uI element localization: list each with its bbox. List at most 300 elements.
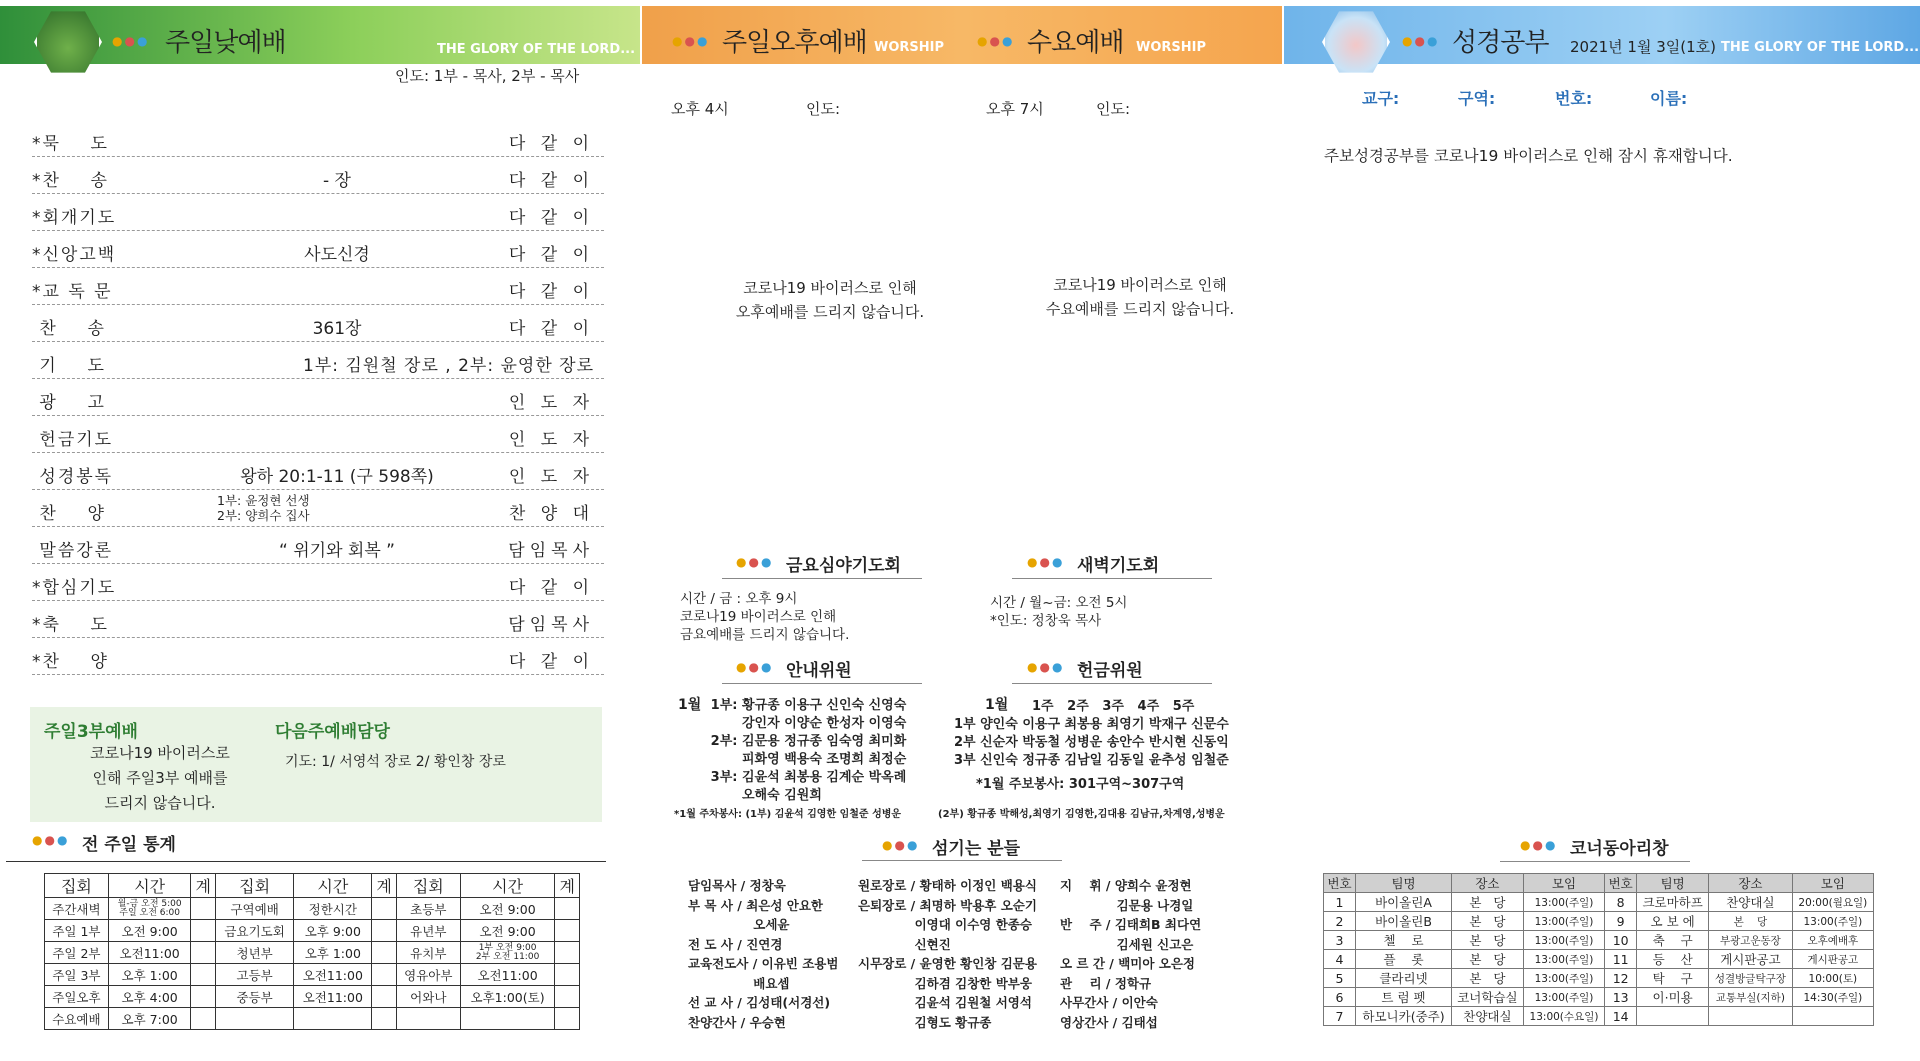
stats-cell: 중등부 (215, 986, 293, 1008)
clubs-header-cell: 장소 (1709, 874, 1793, 893)
servant-line: 오 르 간 / 백미아 오은정 (1060, 956, 1195, 971)
clubs-cell: 탁 구 (1637, 969, 1709, 988)
stats-cell: 오전11:00 (294, 964, 372, 986)
stats-cell: 고등부 (215, 964, 293, 986)
servant-line: 신현진 (858, 936, 951, 952)
stats-cell: 오후 1:00 (108, 964, 191, 986)
bible-field-name: 이름: (1650, 89, 1688, 108)
clubs-cell: 본 당 (1451, 931, 1523, 950)
divider (6, 861, 606, 862)
clubs-cell: 찬양대실 (1451, 1007, 1523, 1026)
stats-cell (460, 1008, 555, 1030)
dots-icon: ●●● (672, 34, 710, 48)
clubs-cell: 5 (1324, 969, 1356, 988)
dots-icon: ●●● (1027, 660, 1065, 674)
stats-cell (294, 1008, 372, 1030)
clubs-table (1323, 873, 1874, 1026)
stats-cell: 오후 1:00 (294, 942, 372, 964)
worship-order-row (32, 601, 604, 638)
servant-line: 교육전도사 / 이유빈 조용범 (688, 956, 839, 971)
dots-icon: ●●● (32, 833, 70, 847)
stats-cell: 유치부 (396, 942, 460, 964)
worship-item-label: 말씀강론 (32, 541, 114, 561)
servant-line: 선 교 사 / 김성태(서경선) (688, 995, 831, 1010)
clubs-cell: 성결방글탁구장 (1709, 969, 1793, 988)
ushers-line: 1부: 황규종 이용구 신인숙 신영숙 (710, 698, 907, 713)
clubs-cell: 교통부실(지하) (1709, 988, 1793, 1007)
servants-title: 섬기는 분들 (932, 839, 1021, 859)
clubs-cell: 크로마하프 (1637, 893, 1709, 912)
stats-cell (555, 1008, 580, 1030)
notice-line: 수요예배를 드리지 않습니다. (1045, 300, 1235, 318)
clubs-cell: 등 산 (1637, 950, 1709, 969)
stats-header-cell: 집회 (396, 874, 460, 898)
sunday-title: 주일낮예배 (165, 28, 286, 58)
dots-icon: ●●● (736, 555, 774, 569)
third-service-line: 드리지 않습니다. (104, 794, 216, 812)
clubs-cell: 본 당 (1451, 969, 1523, 988)
worship-item-label: 광 고 (32, 393, 106, 413)
bible-field-number: 번호: (1555, 89, 1593, 108)
afternoon-time: 오후 4시 (671, 100, 729, 118)
clubs-header-cell: 모임 (1792, 874, 1873, 893)
third-service-line: 인해 주일3부 예배를 (92, 769, 228, 787)
servant-line: 부 목 사 / 최은성 안요한 (688, 897, 823, 913)
afternoon-subtitle: WORSHIP (874, 40, 945, 55)
stats-row (45, 1008, 580, 1030)
bible-field-area: 구역: (1458, 89, 1496, 108)
dawn-text (990, 594, 1127, 630)
servant-line: 원로장로 / 황태하 이정인 백용식 (858, 878, 1037, 893)
servant-line: 배요셉 (688, 975, 790, 991)
clubs-cell: 오 보 에 (1637, 912, 1709, 931)
clubs-cell: 첼 로 (1356, 931, 1452, 950)
ushers-title: 안내위원 (786, 661, 852, 681)
stats-cell (555, 964, 580, 986)
dots-icon: ●●● (736, 660, 774, 674)
clubs-row (1324, 931, 1874, 950)
worship-item-label: 기 도 (32, 356, 106, 376)
stats-cell (555, 942, 580, 964)
worship-item-detail: “ 위기와 회복 ” (279, 541, 395, 561)
servant-line: 김윤석 김원철 서영석 (858, 995, 1032, 1010)
stats-cell: 오전 9:00 (108, 920, 191, 942)
clubs-cell: 9 (1605, 912, 1637, 931)
clubs-cell: 13:00(주일) (1523, 912, 1604, 931)
stats-cell (372, 964, 397, 986)
worship-item-leader: 담임목사 (508, 541, 594, 561)
parking-note: *1월 주차봉사: (1부) 김윤석 김영한 임철준 성병운 (674, 809, 902, 820)
third-service-title: 주일3부예배 (44, 722, 138, 742)
offering-line: 2부 신순자 박동철 성병운 송안수 반시현 신동익 (954, 735, 1229, 750)
notice-line: 오후예배를 드리지 않습니다. (735, 303, 925, 321)
servant-line: 김세원 신고은 (1060, 936, 1194, 952)
worship-item-label: *신앙고백 (32, 245, 117, 265)
clubs-row (1324, 893, 1874, 912)
worship-order-row (32, 490, 604, 527)
clubs-cell: 14 (1605, 1007, 1637, 1026)
worship-item-label: *회개기도 (32, 208, 117, 228)
stats-cell: 영유아부 (396, 964, 460, 986)
worship-item-detail (217, 493, 310, 523)
stats-cell-line: 1부 오전 9:00 (478, 942, 537, 953)
clubs-cell: 찬양대실 (1709, 893, 1793, 912)
afternoon-title: 주일오후예배 (722, 28, 867, 58)
clubs-cell: 축 구 (1637, 931, 1709, 950)
stats-row (45, 920, 580, 942)
worship-item-leader: 담임목사 (508, 615, 594, 635)
stats-cell: 오후 7:00 (108, 1008, 191, 1030)
worship-item-detail: - 장 (323, 171, 351, 191)
worship-order-row (32, 120, 604, 157)
next-week-title: 다음주예배담당 (275, 722, 390, 742)
worship-item-label: *축 도 (32, 615, 109, 635)
worship-item-leader: 다 같 이 (508, 245, 594, 265)
stats-cell (372, 1008, 397, 1030)
clubs-cell: 3 (1324, 931, 1356, 950)
worship-order-row (32, 305, 604, 342)
wednesday-subtitle: WORSHIP (1136, 40, 1207, 55)
clubs-cell: 4 (1324, 950, 1356, 969)
afternoon-notice (700, 276, 960, 324)
stats-cell (396, 1008, 460, 1030)
bible-field-district: 교구: (1362, 89, 1400, 108)
friday-line: 코로나19 바이러스로 인해 (680, 609, 837, 625)
clubs-cell: 플 롯 (1356, 950, 1452, 969)
worship-item-leader: 다 같 이 (508, 319, 594, 339)
clubs-cell: 13:00(주일) (1523, 988, 1604, 1007)
worship-item-leader: 인 도 자 (508, 393, 594, 413)
wednesday-notice (1000, 273, 1280, 321)
dots-icon: ●●● (1027, 555, 1065, 569)
stats-row (45, 986, 580, 1008)
divider (862, 860, 1062, 861)
clubs-cell: 트 럼 펫 (1356, 988, 1452, 1007)
stats-cell (191, 1008, 216, 1030)
worship-item-detail: 사도신경 (304, 245, 370, 265)
worship-item-leader: 다 같 이 (508, 652, 594, 672)
clubs-cell: 2 (1324, 912, 1356, 931)
dots-icon: ●●● (112, 34, 150, 48)
clubs-cell: 오후예배후 (1792, 931, 1873, 950)
clubs-header-cell: 모임 (1523, 874, 1604, 893)
clubs-cell: 게시판공고 (1792, 950, 1873, 969)
stats-cell: 오전11:00 (294, 986, 372, 1008)
stats-cell-line: 2부 오전 11:00 (475, 951, 540, 962)
friday-line: 금요예배를 드리지 않습니다. (680, 627, 850, 643)
stats-cell: 오전 9:00 (460, 898, 555, 920)
clubs-cell: 부광고운동장 (1709, 931, 1793, 950)
stats-cell: 오후1:00(토) (460, 986, 555, 1008)
clubs-cell: 클라리넷 (1356, 969, 1452, 988)
stats-cell: 주간새벽 (45, 898, 109, 920)
divider (722, 578, 922, 579)
worship-item-leader: 1부: 김원철 장로 , 2부: 윤영한 장로 (303, 356, 594, 376)
stats-header-cell: 집회 (215, 874, 293, 898)
clubs-cell: 12 (1605, 969, 1637, 988)
clubs-row (1324, 969, 1874, 988)
servants-col-2 (858, 876, 1037, 1032)
servant-line: 찬양간사 / 우승현 (688, 1014, 786, 1030)
clubs-cell: 13:00(주일) (1792, 912, 1873, 931)
stats-cell (215, 1008, 293, 1030)
friday-line: 시간 / 금 : 오후 9시 (680, 591, 798, 607)
stats-cell: 오전 9:00 (460, 920, 555, 942)
clubs-row (1324, 988, 1874, 1007)
stats-cell: 주일오후 (45, 986, 109, 1008)
worship-item-leader: 찬 양 대 (508, 504, 594, 524)
clubs-cell: 14:30(주일) (1792, 988, 1873, 1007)
stats-cell: 오전11:00 (108, 942, 191, 964)
clubs-cell: 바이올린A (1356, 893, 1452, 912)
clubs-title: 코너동아리창 (1570, 839, 1669, 859)
stats-header-cell: 시간 (108, 874, 191, 898)
friday-title: 금요심야기도회 (786, 556, 901, 576)
bible-date: 2021년 1월 3일(1호) (1570, 38, 1717, 56)
stats-cell (191, 964, 216, 986)
third-service-line: 코로나19 바이러스로 (90, 744, 230, 762)
servants-col-1 (688, 876, 838, 1032)
worship-order-row (32, 638, 604, 675)
stats-header-cell: 계 (555, 874, 580, 898)
offering-line: 1부 양인숙 이용구 최봉용 최영기 박재구 신문수 (954, 717, 1229, 732)
servant-line: 반 주 / 김태희B 최다연 (1060, 917, 1202, 932)
afternoon-leader: 인도: (806, 100, 841, 118)
bible-subtitle: THE GLORY OF THE LORD... (1721, 40, 1920, 55)
ushers-line: 강인자 이양순 한성자 이영숙 (742, 716, 907, 731)
stats-cell (108, 898, 191, 920)
dawn-line: *인도: 정창욱 목사 (990, 613, 1102, 629)
divider (1012, 683, 1212, 684)
worship-item-leader: 다 같 이 (508, 578, 594, 598)
worship-item-leader: 다 같 이 (508, 134, 594, 154)
dots-icon: ●●● (1520, 838, 1558, 852)
stats-header-cell: 시간 (460, 874, 555, 898)
stats-cell (191, 920, 216, 942)
stats-header-cell: 계 (372, 874, 397, 898)
worship-item-label: 성경봉독 (32, 467, 114, 487)
worship-order-row (32, 231, 604, 268)
ushers-list (708, 697, 906, 805)
ushers-line: 3부: 김윤석 최봉용 김계순 박옥례 (710, 770, 907, 785)
clubs-row (1324, 912, 1874, 931)
worship-item-detail: 361장 (312, 319, 362, 339)
clubs-cell: 13:00(주일) (1523, 893, 1604, 912)
stats-cell: 어와나 (396, 986, 460, 1008)
worship-order-row (32, 342, 604, 379)
worship-item-label: *묵 도 (32, 134, 109, 154)
clubs-cell: 8 (1605, 893, 1637, 912)
worship-item-label: *합심기도 (32, 578, 117, 598)
divider (1500, 861, 1690, 862)
stats-cell (372, 942, 397, 964)
stats-cell (191, 986, 216, 1008)
detail-line: 2부: 양희수 집사 (217, 508, 310, 523)
offering-line: *1월 주보봉사: 301구역~307구역 (976, 777, 1185, 792)
stats-cell: 초등부 (396, 898, 460, 920)
clubs-cell (1637, 1007, 1709, 1026)
divider (1012, 578, 1212, 579)
clubs-cell: 코너학습실 (1451, 988, 1523, 1007)
worship-item-leader: 다 같 이 (508, 208, 594, 228)
servant-line: 사무간사 / 이안숙 (1060, 995, 1158, 1010)
worship-order-row (32, 527, 604, 564)
offering-weeks: 1주 2주 3주 4주 5주 (1032, 699, 1195, 714)
stats-cell: 주일 2부 (45, 942, 109, 964)
worship-order-row (32, 268, 604, 305)
clubs-cell: 본 당 (1451, 950, 1523, 969)
clubs-header-cell: 번호 (1605, 874, 1637, 893)
stats-row (45, 942, 580, 964)
clubs-cell: 10:00(토) (1792, 969, 1873, 988)
stats-header-cell: 계 (191, 874, 216, 898)
stats-header-cell: 시간 (294, 874, 372, 898)
clubs-cell: 바이올린B (1356, 912, 1452, 931)
servant-line: 김문용 나경일 (1060, 897, 1194, 913)
worship-order-row (32, 157, 604, 194)
ushers-line: 피화영 백용숙 조명희 최정순 (742, 752, 907, 767)
servant-line: 전 도 사 / 진연경 (688, 936, 783, 952)
clubs-cell: 13:00(주일) (1523, 931, 1604, 950)
clubs-row (1324, 950, 1874, 969)
servant-line: 담임목사 / 정창욱 (688, 878, 786, 893)
friday-text (680, 590, 849, 644)
stats-cell: 오전11:00 (460, 964, 555, 986)
sunday-leader: 인도: 1부 - 목사, 2부 - 목사 (395, 67, 580, 85)
bulletin-note: (2부) 황규종 박해성,최영기 김영한,김대용 김남규,차계영,성병운 (938, 809, 1225, 820)
stats-title: 전 주일 통계 (82, 835, 176, 855)
worship-item-label: *찬 송 (32, 171, 109, 191)
stats-cell: 오후 4:00 (108, 986, 191, 1008)
ushers-month: 1월 (678, 697, 702, 713)
worship-item-leader: 인 도 자 (508, 467, 594, 487)
clubs-header-cell: 팀명 (1637, 874, 1709, 893)
clubs-row (1324, 1007, 1874, 1026)
stats-cell (372, 898, 397, 920)
dawn-title: 새벽기도회 (1077, 556, 1160, 576)
dots-icon: ●●● (882, 838, 920, 852)
clubs-cell: 하모니카(중주) (1356, 1007, 1452, 1026)
worship-order-row (32, 194, 604, 231)
clubs-cell: 게시판공고 (1709, 950, 1793, 969)
stats-cell (555, 920, 580, 942)
clubs-header-cell: 번호 (1324, 874, 1356, 893)
stats-table (44, 873, 580, 1030)
stats-row (45, 898, 580, 920)
offering-line: 3부 신인숙 정규종 김남일 김동일 윤추성 임철준 (954, 753, 1229, 768)
stats-cell (460, 942, 555, 964)
clubs-cell: 13:00(주일) (1523, 950, 1604, 969)
clubs-cell: 본 당 (1451, 893, 1523, 912)
stats-cell: 유년부 (396, 920, 460, 942)
sunday-subtitle: THE GLORY OF THE LORD... (437, 42, 636, 57)
stats-cell: 수요예배 (45, 1008, 109, 1030)
clubs-cell: 1 (1324, 893, 1356, 912)
worship-item-detail: 왕하 20:1-11 (구 598쪽) (240, 467, 434, 487)
servant-line: 김형도 황규종 (858, 1014, 992, 1030)
worship-item-label: 찬 양 (32, 504, 106, 524)
wednesday-leader: 인도: (1096, 100, 1131, 118)
clubs-cell: 11 (1605, 950, 1637, 969)
bible-notice: 주보성경공부를 코로나19 바이러스로 인해 잠시 휴재합니다. (1324, 147, 1733, 165)
bible-title: 성경공부 (1452, 28, 1549, 58)
clubs-header-cell: 팀명 (1356, 874, 1452, 893)
wednesday-time: 오후 7시 (986, 100, 1044, 118)
dots-icon: ●●● (1402, 34, 1440, 48)
ushers-line: 오해숙 김원희 (742, 788, 822, 803)
offering-month: 1월 (985, 697, 1009, 713)
offering-title: 헌금위원 (1077, 661, 1143, 681)
clubs-cell: 이·미용 (1637, 988, 1709, 1007)
wednesday-title: 수요예배 (1027, 28, 1124, 58)
stats-row (45, 964, 580, 986)
stats-cell (191, 898, 216, 920)
clubs-cell: 20:00(월요일) (1792, 893, 1873, 912)
clubs-cell: 13:00(수요일) (1523, 1007, 1604, 1026)
ushers-line: 2부: 김문용 정규종 임숙영 최미화 (710, 734, 907, 749)
servant-line: 영상간사 / 김태섭 (1060, 1014, 1158, 1030)
divider (722, 683, 922, 684)
clubs-cell: 13 (1605, 988, 1637, 1007)
stats-cell: 주일 1부 (45, 920, 109, 942)
stats-cell-line: 월-금 오전 5:00 (117, 898, 182, 909)
dawn-line: 시간 / 월~금: 오전 5시 (990, 595, 1128, 611)
detail-line: 1부: 윤정현 선생 (217, 493, 310, 508)
worship-item-leader: 다 같 이 (508, 171, 594, 191)
notice-box (30, 707, 602, 822)
offering-list (954, 716, 1229, 794)
servant-line: 이영대 이수영 한종승 (858, 917, 1032, 932)
servant-line: 은퇴장로 / 최명하 박용후 오순기 (858, 897, 1037, 913)
servant-line: 시무장로 / 윤영한 황인창 김문용 (858, 956, 1037, 971)
notice-line: 코로나19 바이러스로 인해 (1053, 276, 1227, 294)
worship-item-label: 찬 송 (32, 319, 106, 339)
stats-cell (372, 920, 397, 942)
servant-line: 관 리 / 정학규 (1060, 975, 1152, 991)
clubs-cell (1792, 1007, 1873, 1026)
afternoon-header-band (642, 6, 1282, 64)
worship-item-label: 헌금기도 (32, 430, 114, 450)
third-service-text (70, 741, 250, 816)
servant-line: 김하겸 김창한 박부웅 (858, 975, 1032, 991)
worship-order-row (32, 564, 604, 601)
clubs-header-cell: 장소 (1451, 874, 1523, 893)
stats-cell (191, 942, 216, 964)
clubs-cell: 7 (1324, 1007, 1356, 1026)
worship-order-row (32, 416, 604, 453)
servants-col-3 (1060, 876, 1201, 1032)
servant-line: 지 휘 / 양희수 윤정현 (1060, 878, 1192, 893)
worship-item-leader: 인 도 자 (508, 430, 594, 450)
clubs-cell: 본 당 (1451, 912, 1523, 931)
worship-item-label: *교 독 문 (32, 282, 113, 302)
stats-cell: 구역예배 (215, 898, 293, 920)
stats-cell (372, 986, 397, 1008)
dots-icon: ●●● (977, 34, 1015, 48)
clubs-cell: 본 당 (1709, 912, 1793, 931)
clubs-cell (1709, 1007, 1793, 1026)
stats-cell: 청년부 (215, 942, 293, 964)
worship-order-row (32, 379, 604, 416)
stats-cell: 금요기도회 (215, 920, 293, 942)
clubs-cell: 13:00(주일) (1523, 969, 1604, 988)
worship-item-label: *찬 양 (32, 652, 109, 672)
stats-cell (555, 898, 580, 920)
next-week-text: 기도: 1/ 서영석 장로 2/ 황인창 장로 (285, 754, 506, 770)
worship-order-row (32, 453, 604, 490)
stats-header-cell: 집회 (45, 874, 109, 898)
stats-cell: 주일 3부 (45, 964, 109, 986)
